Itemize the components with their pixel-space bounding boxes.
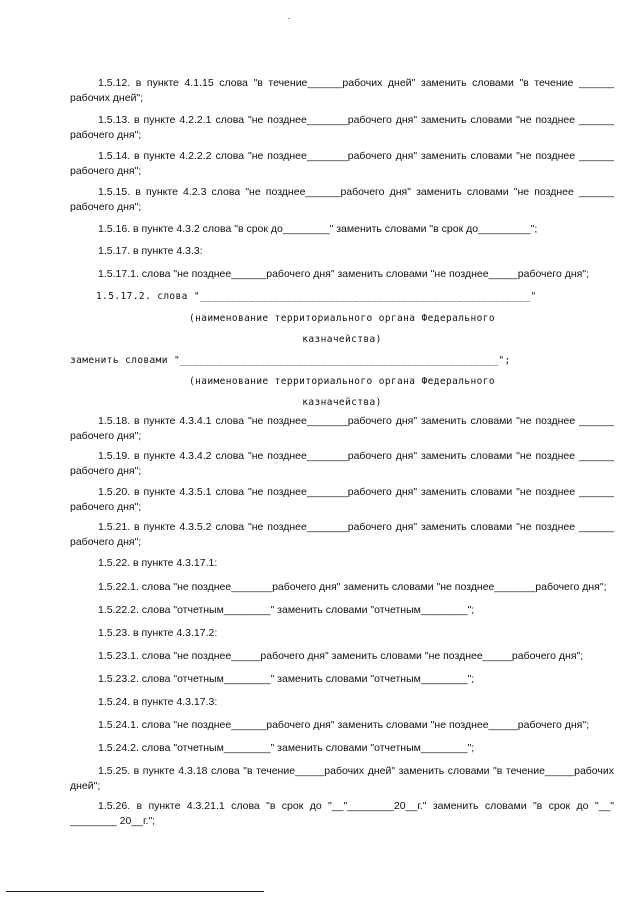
paragraph-1-5-26: 1.5.26. в пункте 4.3.21.1 слова "в срок до "__"________20__г." заменить словами "в срок до "__" ________ 20__г."; [70, 800, 614, 827]
paragraph-1-5-22-2: 1.5.22.2. слова "отчетным________" заменить словами "отчетным________"; [98, 604, 475, 616]
paragraph-1-5-17-2: 1.5.17.2. слова "______________________________________________________" [96, 291, 537, 302]
caption-treasury-2: казначейства) [302, 397, 382, 408]
paragraph-1-5-25: 1.5.25. в пункте 4.3.18 слова "в течение_____рабочих дней" заменить словами "в течение_____рабочих дней"; [70, 765, 614, 792]
paragraph-1-5-22: 1.5.22. в пункте 4.3.17.1: [98, 557, 218, 569]
paragraph-1-5-23-2: 1.5.23.2. слова "отчетным________" заменить словами "отчетным________"; [98, 673, 475, 685]
footnote-separator-line [6, 891, 264, 892]
paragraph-1-5-12: 1.5.12. в пункте 4.1.15 слова "в течение______рабочих дней" заменить словами "в течение ______ рабочих дней"; [70, 77, 614, 104]
scan-speck [288, 18, 290, 19]
paragraph-1-5-24-1: 1.5.24.1. слова "не позднее______рабочего дня" заменить словами "не позднее_____рабочего дня"; [98, 719, 589, 731]
paragraph-1-5-20: 1.5.20. в пункте 4.3.5.1 слова "не позднее_______рабочего дня" заменить словами "не позднее ______ рабочего дня"; [70, 486, 614, 513]
paragraph-1-5-23-1: 1.5.23.1. слова "не позднее_____рабочего дня" заменить словами "не позднее_____рабочего дня"; [98, 650, 584, 662]
paragraph-1-5-17-1: 1.5.17.1. слова "не позднее______рабочего дня" заменить словами "не позднее_____рабочего дня"; [98, 268, 589, 280]
paragraph-1-5-16: 1.5.16. в пункте 4.3.2 слова "в срок до________" заменить словами "в срок до_________"; [98, 223, 538, 235]
paragraph-1-5-14: 1.5.14. в пункте 4.2.2.2 слова "не позднее_______рабочего дня" заменить словами "не позднее ______ рабочего дня"; [70, 150, 614, 177]
caption-territorial-organ-1: (наименование территориального органа Федерального [189, 313, 495, 324]
caption-treasury-1: казначейства) [302, 334, 382, 345]
paragraph-1-5-17: 1.5.17. в пункте 4.3.3: [98, 245, 203, 257]
paragraph-1-5-23: 1.5.23. в пункте 4.3.17.2: [98, 627, 218, 639]
paragraph-1-5-13: 1.5.13. в пункте 4.2.2.1 слова "не позднее_______рабочего дня" заменить словами "не позднее ______ рабочего дня"; [70, 114, 614, 141]
paragraph-1-5-24: 1.5.24. в пункте 4.3.17.3: [98, 696, 218, 708]
paragraph-1-5-15: 1.5.15. в пункте 4.2.3 слова "не позднее______рабочего дня" заменить словами "не позднее ______ рабочего дня"; [70, 186, 614, 213]
replace-with-line: заменить словами "____________________________________________________"; [70, 355, 511, 366]
paragraph-1-5-24-2: 1.5.24.2. слова "отчетным________" заменить словами "отчетным________"; [98, 742, 475, 754]
paragraph-1-5-19: 1.5.19. в пункте 4.3.4.2 слова "не позднее_______рабочего дня" заменить словами "не позднее ______ рабочего дня"; [70, 450, 614, 477]
caption-territorial-organ-2: (наименование территориального органа Федерального [189, 376, 495, 387]
paragraph-1-5-18: 1.5.18. в пункте 4.3.4.1 слова "не позднее_______рабочего дня" заменить словами "не позднее ______ рабочего дня"; [70, 415, 614, 442]
paragraph-1-5-22-1: 1.5.22.1. слова "не позднее_______рабочего дня" заменить словами "не позднее_______рабочего дня"; [98, 581, 607, 593]
paragraph-1-5-21: 1.5.21. в пункте 4.3.5.2 слова "не позднее_______рабочего дня" заменить словами "не позднее ______ рабочего дня"; [70, 521, 614, 548]
